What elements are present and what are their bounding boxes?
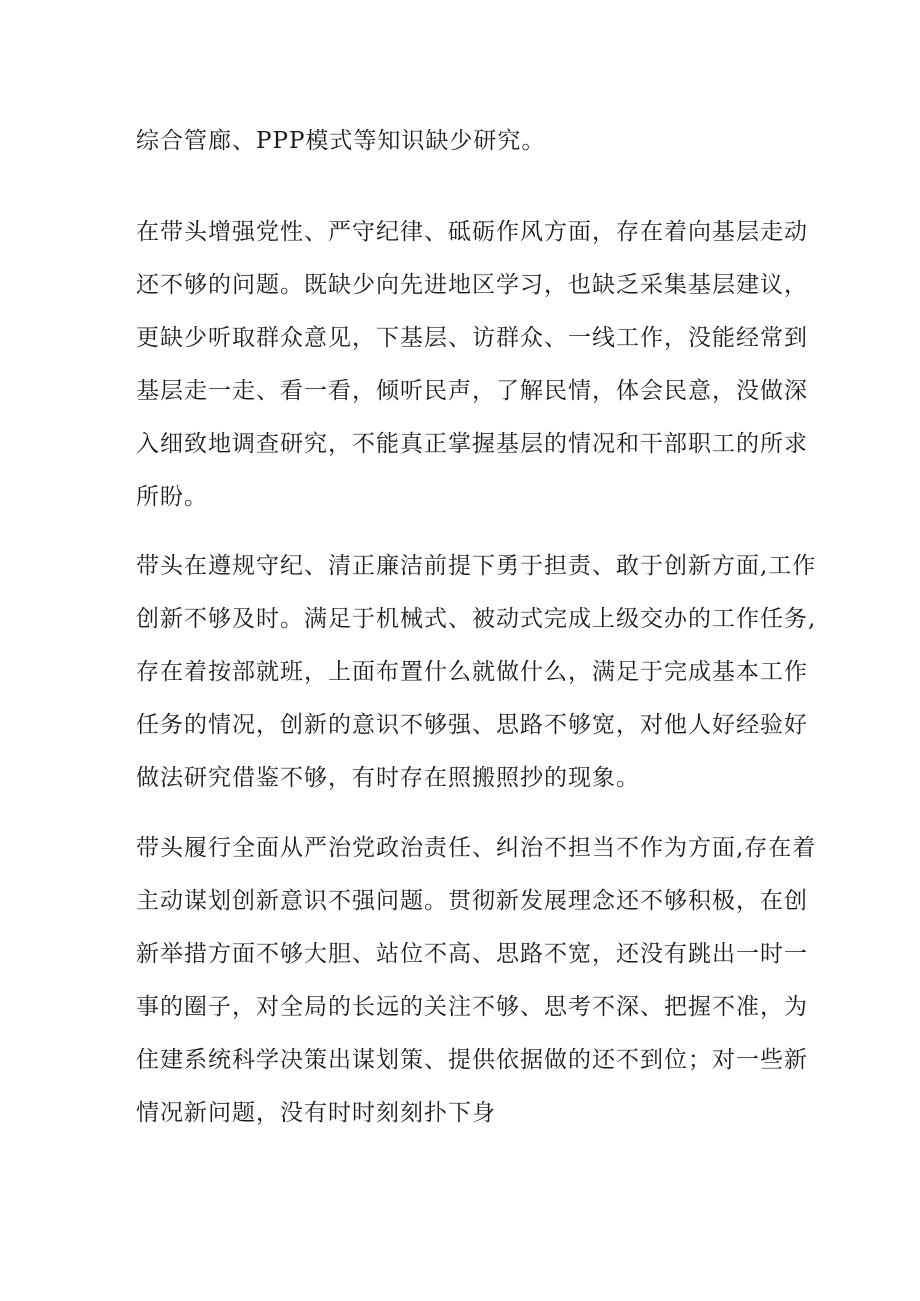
text-line: 所盼。 (136, 484, 208, 510)
text-line: 入细致地调查研究，不能真正掌握基层的情况和干部职工的所求 (136, 431, 808, 457)
paragraph-4 (136, 822, 817, 1140)
text-line: 更缺少听取群众意见，下基层、访群众、一线工作，没能经常到 (136, 325, 808, 351)
text-line: 综合管廊、PPP模式等知识缺少研究。 (136, 128, 546, 154)
text-line: 在带头增强党性、严守纪律、砥砺作风方面，存在着向基层走动 (136, 219, 808, 245)
text-line: 事的圈子，对全局的长远的关注不够、思考不深、把握不准，为 (136, 994, 808, 1020)
text-line: 带头在遵规守纪、清正廉洁前提下勇于担责、敢于创新方面,工作 (136, 553, 817, 579)
text-line: 基层走一走、看一看，倾听民声，了解民情，体会民意，没做深 (136, 378, 808, 404)
text-line: 主动谋划创新意识不强问题。贯彻新发展理念还不够积极，在创 (136, 888, 808, 914)
text-line: 新举措方面不够大胆、站位不高、思路不宽，还没有跳出一时一 (136, 941, 808, 967)
text-line: 创新不够及时。满足于机械式、被动式完成上级交办的工作任务, (136, 606, 817, 632)
text-line: 还不够的问题。既缺少向先进地区学习，也缺乏采集基层建议， (136, 272, 808, 298)
text-line: 带头履行全面从严治党政治责任、纠治不担当不作为方面,存在着 (136, 835, 817, 861)
text-line: 存在着按部就班，上面布置什么就做什么，满足于完成基本工作 (136, 659, 808, 685)
paragraph-2 (136, 206, 808, 524)
text-line: 情况新问题，没有时时刻刻扑下身 (136, 1100, 496, 1126)
paragraph-1 (136, 115, 796, 168)
paragraph-3 (136, 540, 817, 805)
text-line: 任务的情况，创新的意识不够强、思路不够宽，对他人好经验好 (136, 712, 808, 738)
text-line: 做法研究借鉴不够，有时存在照搬照抄的现象。 (136, 765, 640, 791)
text-line: 住建系统科学决策出谋划策、提供依据做的还不到位；对一些新 (136, 1047, 808, 1073)
